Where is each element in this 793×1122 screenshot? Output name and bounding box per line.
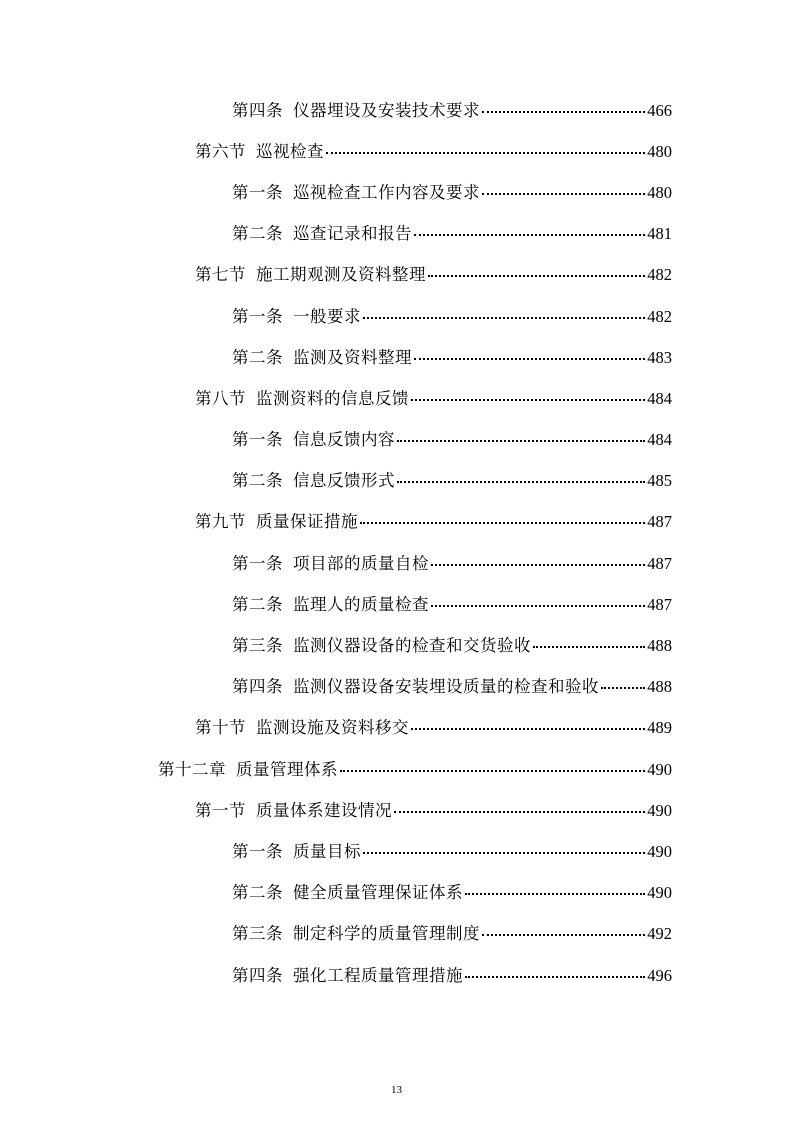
toc-entry-number: 第二条: [232, 594, 283, 614]
page-number: 13: [391, 1084, 402, 1096]
toc-entry[interactable]: [0, 502, 793, 543]
toc-entry-title: 一般要求: [293, 306, 361, 326]
toc-entry-page: 482: [647, 265, 672, 285]
toc-entry-page: 482: [647, 306, 672, 326]
toc-entry-title: 信息反馈形式: [293, 471, 395, 491]
toc-entry-page: 490: [647, 841, 672, 861]
toc-entry-title: 巡视检查: [256, 141, 324, 161]
dot-leader: [363, 317, 645, 319]
toc-entry-title: 质量体系建设情况: [256, 800, 392, 820]
toc-entry[interactable]: [0, 131, 793, 172]
toc-entry-page: 487: [647, 512, 672, 532]
dot-leader: [360, 522, 645, 524]
toc-entry[interactable]: [0, 955, 793, 996]
toc-entry-page: 485: [647, 471, 672, 491]
toc-entry[interactable]: [0, 296, 793, 337]
toc-entry-title: 健全质量管理保证体系: [293, 883, 463, 903]
toc-entry-number: 第四条: [232, 965, 283, 985]
toc-entry-page: 487: [647, 594, 672, 614]
toc-entry[interactable]: [0, 873, 793, 914]
toc-entry-number: 第一条: [232, 430, 283, 450]
toc-entry-title: 监理人的质量检查: [293, 594, 429, 614]
toc-entry[interactable]: [0, 914, 793, 955]
toc-entry-page: 483: [647, 347, 672, 367]
toc-entry-page: 489: [647, 718, 672, 738]
dot-leader: [482, 193, 645, 195]
toc-entry-number: 第四条: [232, 677, 283, 697]
toc-entry-title: 巡视检查工作内容及要求: [293, 182, 480, 202]
toc-entry-page: 484: [647, 430, 672, 450]
dot-leader: [431, 605, 645, 607]
toc-entry-title: 仪器埋设及安装技术要求: [293, 100, 480, 120]
dot-leader: [394, 811, 645, 813]
toc-entry-title: 监测设施及资料移交: [256, 718, 409, 738]
dot-leader: [533, 646, 645, 648]
dot-leader: [326, 152, 645, 154]
toc-entry-number: 第六节: [195, 141, 246, 161]
toc-entry-title: 监测及资料整理: [293, 347, 412, 367]
toc-entry-title: 强化工程质量管理措施: [293, 965, 463, 985]
dot-leader: [397, 440, 645, 442]
toc-entry-number: 第一节: [195, 800, 246, 820]
toc-entry-title: 监测资料的信息反馈: [256, 388, 409, 408]
toc-entry[interactable]: [0, 543, 793, 584]
toc-entry-page: 480: [647, 182, 672, 202]
toc-entry-number: 第一条: [232, 553, 283, 573]
toc-entry-page: 490: [647, 883, 672, 903]
toc-entry-page: 484: [647, 388, 672, 408]
toc-entry-number: 第一条: [232, 306, 283, 326]
toc-entry-page: 466: [647, 100, 672, 120]
toc-entry-title: 监测仪器设备安装埋设质量的检查和验收: [293, 677, 599, 697]
dot-leader: [340, 770, 645, 772]
toc-entry[interactable]: [0, 337, 793, 378]
dot-leader: [411, 728, 645, 730]
toc-entry-number: 第三条: [232, 924, 283, 944]
toc-entry-page: 481: [647, 224, 672, 244]
dot-leader: [414, 234, 645, 236]
toc-entry-number: 第二条: [232, 224, 283, 244]
toc-entry[interactable]: [0, 420, 793, 461]
toc-entry-page: 487: [647, 553, 672, 573]
toc-entry-number: 第二条: [232, 883, 283, 903]
toc-entry-page: 488: [647, 677, 672, 697]
toc-entry-title: 质量保证措施: [256, 512, 358, 532]
dot-leader: [431, 564, 645, 566]
toc-entry-number: 第四条: [232, 100, 283, 120]
toc-entry-page: 480: [647, 141, 672, 161]
toc-entry-number: 第一条: [232, 841, 283, 861]
toc-entry[interactable]: [0, 90, 793, 131]
dot-leader: [397, 481, 645, 483]
toc-entry-number: 第一条: [232, 182, 283, 202]
toc-entry-number: 第二条: [232, 347, 283, 367]
toc-entry[interactable]: [0, 625, 793, 666]
toc-entry-number: 第八节: [195, 388, 246, 408]
dot-leader: [465, 976, 645, 978]
toc-entry[interactable]: [0, 461, 793, 502]
dot-leader: [601, 687, 645, 689]
table-of-contents: [0, 90, 793, 996]
dot-leader: [428, 275, 645, 277]
toc-entry[interactable]: [0, 790, 793, 831]
dot-leader: [411, 399, 645, 401]
toc-entry-number: 第九节: [195, 512, 246, 532]
toc-entry-title: 项目部的质量自检: [293, 553, 429, 573]
toc-entry[interactable]: [0, 749, 793, 790]
toc-entry-number: 第二条: [232, 471, 283, 491]
dot-leader: [363, 852, 645, 854]
toc-entry-title: 巡查记录和报告: [293, 224, 412, 244]
toc-entry-number: 第十二章: [158, 759, 226, 779]
toc-entry-page: 496: [647, 965, 672, 985]
toc-entry-number: 第十节: [195, 718, 246, 738]
toc-entry-page: 492: [647, 924, 672, 944]
toc-entry-page: 490: [647, 800, 672, 820]
toc-entry-title: 施工期观测及资料整理: [256, 265, 426, 285]
toc-entry-page: 490: [647, 759, 672, 779]
toc-entry[interactable]: [0, 708, 793, 749]
toc-entry-title: 信息反馈内容: [293, 430, 395, 450]
toc-entry[interactable]: [0, 255, 793, 296]
toc-entry[interactable]: [0, 214, 793, 255]
toc-entry-title: 制定科学的质量管理制度: [293, 924, 480, 944]
toc-entry[interactable]: [0, 667, 793, 708]
dot-leader: [482, 934, 645, 936]
toc-entry-number: 第七节: [195, 265, 246, 285]
toc-entry[interactable]: [0, 584, 793, 625]
toc-entry[interactable]: [0, 831, 793, 872]
dot-leader: [465, 893, 645, 895]
toc-entry-number: 第三条: [232, 636, 283, 656]
toc-entry-title: 质量目标: [293, 841, 361, 861]
toc-entry-title: 监测仪器设备的检查和交货验收: [293, 636, 531, 656]
toc-entry[interactable]: [0, 172, 793, 213]
toc-entry-title: 质量管理体系: [236, 759, 338, 779]
dot-leader: [414, 358, 645, 360]
toc-entry[interactable]: [0, 378, 793, 419]
dot-leader: [482, 111, 645, 113]
toc-entry-page: 488: [647, 636, 672, 656]
